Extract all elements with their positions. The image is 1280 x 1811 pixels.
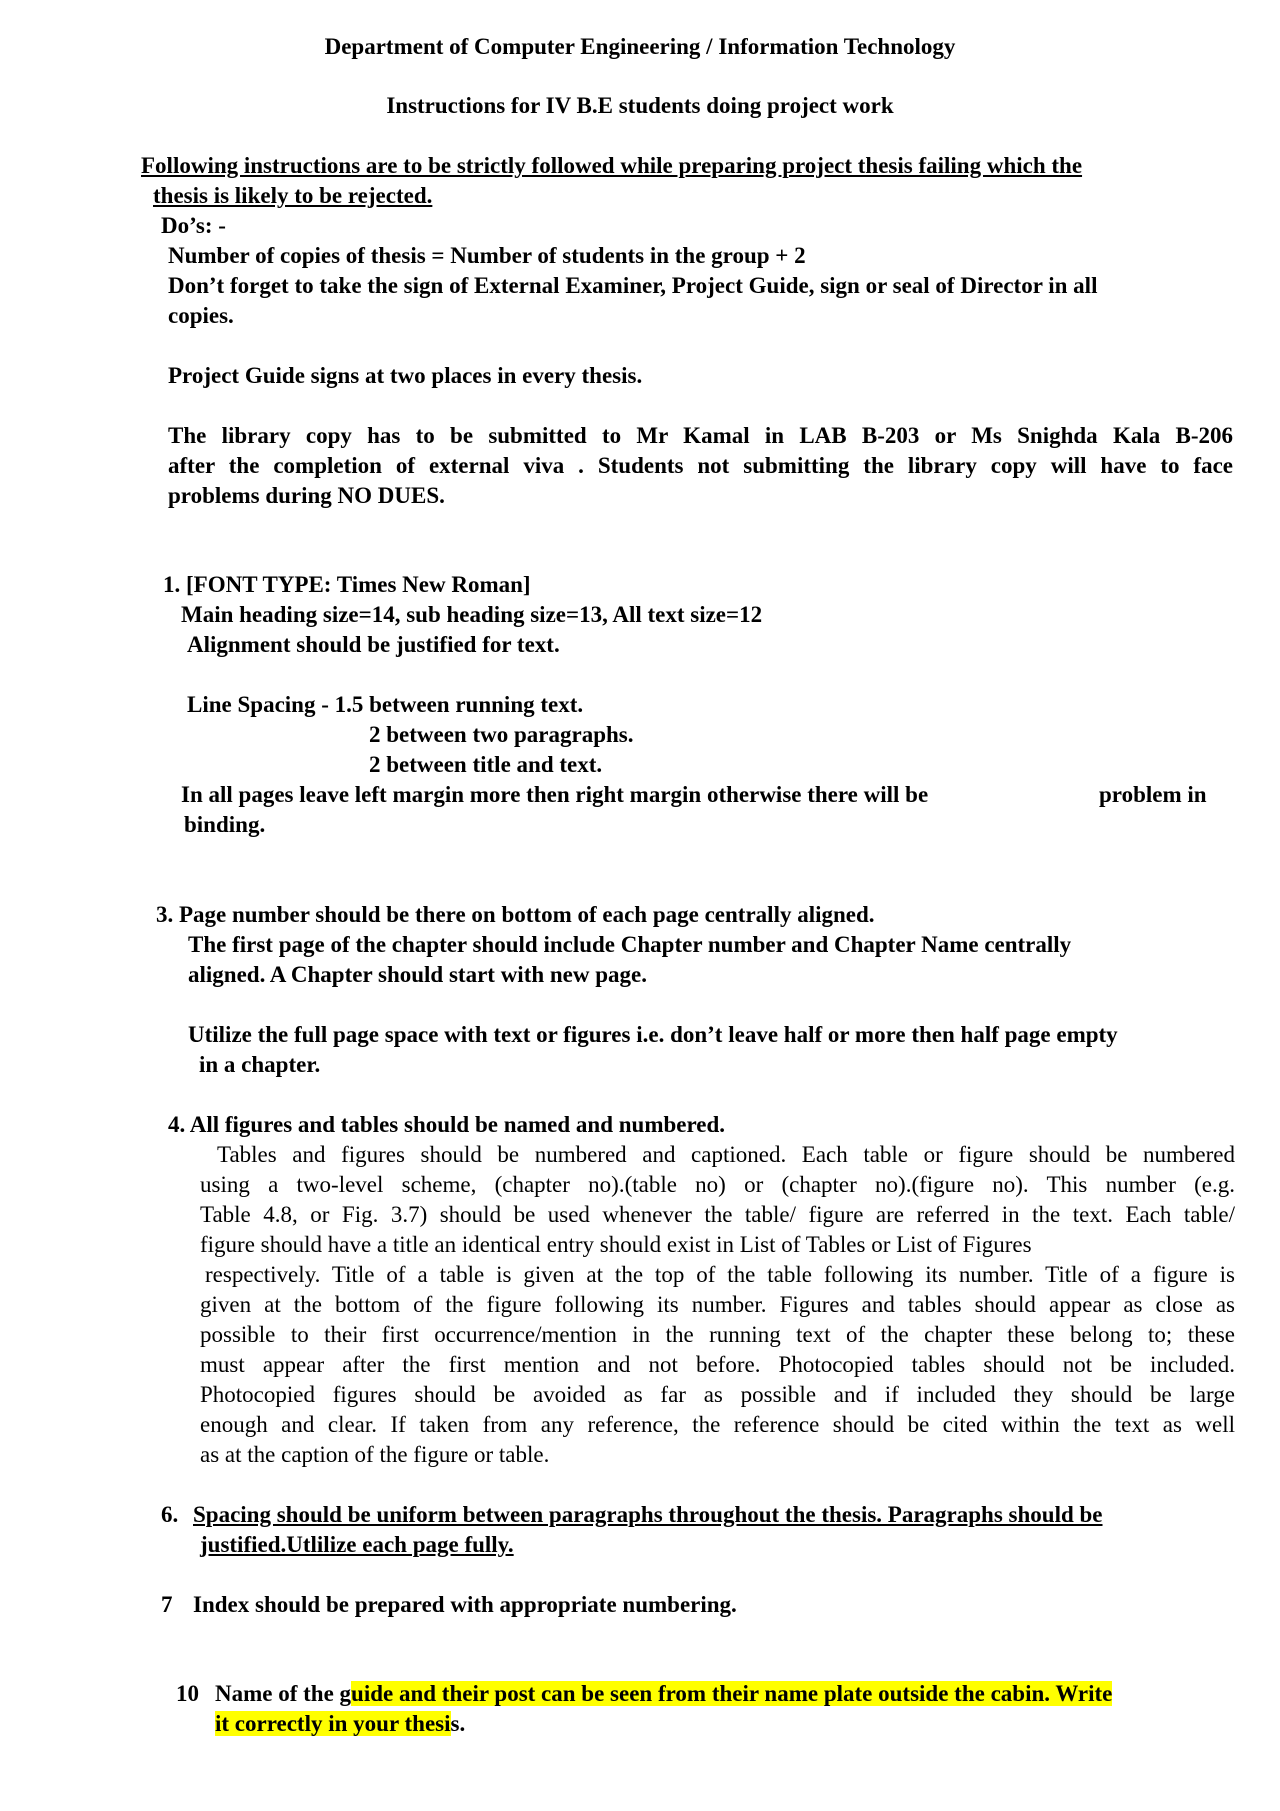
- figures-tables-line: must appear after the first mention and not before. Photocopied tables should not be included.: [200, 1352, 1235, 1377]
- copies-instruction: Number of copies of thesis = Number of students in the group + 2: [168, 243, 806, 268]
- figures-tables-heading: 4. All figures and tables should be named and numbered.: [168, 1112, 726, 1137]
- line-spacing-title: 2 between title and text.: [369, 752, 603, 777]
- library-line-2: after the completion of external viva . Students not submitting the library copy will have to face: [168, 453, 1233, 478]
- page-number-item: 3. Page number should be there on bottom of each page centrally aligned.: [156, 902, 875, 927]
- spacing-line-2: justified.Utlilize each page fully.: [200, 1532, 514, 1557]
- warning-line-2: thesis is likely to be rejected.: [153, 183, 433, 208]
- figures-tables-line: figure should have a title an identical entry should exist in List of Tables or List of Figures: [200, 1232, 1032, 1257]
- figures-tables-line: Table 4.8, or Fig. 3.7) should be used whenever the table/ figure are referred in the text. Each table/: [200, 1202, 1235, 1227]
- dos-heading: Do’s: -: [161, 213, 226, 238]
- guide-name-line-2: [215, 1709, 465, 1739]
- page-space-line-1: Utilize the full page space with text or figures i.e. don’t leave half or more then half page empty: [188, 1022, 1118, 1047]
- library-line-3: problems during NO DUES.: [168, 483, 445, 508]
- figures-tables-line: possible to their first occurrence/mention in the running text of the chapter these belong to; these: [200, 1322, 1235, 1347]
- margin-instruction-line-1: In all pages leave left margin more then right margin otherwise there will be: [181, 782, 929, 807]
- guide-name-line-2-highlight: it correctly in your thesi: [215, 1711, 451, 1736]
- department-heading: Department of Computer Engineering / Information Technology: [324, 34, 956, 59]
- warning-line-1: Following instructions are to be strictly followed while preparing project thesis failing which the: [141, 153, 1083, 178]
- figures-tables-line: using a two-level scheme, (chapter no).(table no) or (chapter no).(figure no). This number (e.g.: [200, 1172, 1235, 1197]
- figures-tables-line: given at the bottom of the figure following its number. Figures and tables should appear as close as: [200, 1292, 1235, 1317]
- guide-name-line-1-plain: Name of the g: [215, 1681, 352, 1706]
- sign-instruction-line-2: copies.: [168, 303, 234, 328]
- library-line-1: The library copy has to be submitted to Mr Kamal in LAB B-203 or Ms Snighda Kala B-206: [168, 423, 1233, 448]
- sign-instruction-line-1: Don’t forget to take the sign of External Examiner, Project Guide, sign or seal of Director in all: [168, 273, 1098, 298]
- guide-name-line-1-highlight: uide and their post can be seen from their name plate outside the cabin. Write: [351, 1681, 1113, 1706]
- index-item-number: 7: [161, 1592, 173, 1617]
- spacing-line-1: Spacing should be uniform between paragraphs throughout the thesis. Paragraphs should be: [193, 1502, 1103, 1527]
- font-type-item: 1. [FONT TYPE: Times New Roman]: [163, 572, 531, 597]
- instructions-subtitle: Instructions for IV B.E students doing project work: [386, 93, 894, 118]
- line-spacing-paragraphs: 2 between two paragraphs.: [369, 722, 634, 747]
- margin-instruction-line-2: binding.: [184, 812, 266, 837]
- guide-name-line-1: [215, 1679, 1112, 1709]
- guide-name-item-number: 10: [176, 1681, 199, 1706]
- line-spacing-running: Line Spacing - 1.5 between running text.: [187, 692, 584, 717]
- chapter-first-page-line-2: aligned. A Chapter should start with new page.: [188, 962, 648, 987]
- chapter-first-page-line-1: The first page of the chapter should include Chapter number and Chapter Name centrally: [188, 932, 1072, 957]
- figures-tables-line: enough and clear. If taken from any reference, the reference should be cited within the text as well: [200, 1412, 1235, 1437]
- guide-signs-instruction: Project Guide signs at two places in every thesis.: [168, 363, 643, 388]
- margin-instruction-line-1-end: problem in: [1099, 782, 1207, 807]
- page-space-line-2: in a chapter.: [199, 1052, 321, 1077]
- spacing-item-number: 6.: [161, 1502, 179, 1527]
- alignment-instruction: Alignment should be justified for text.: [187, 632, 560, 657]
- figures-tables-line: respectively. Title of a table is given at the top of the table following its number. Title of a figure is: [205, 1262, 1235, 1287]
- figures-tables-line: as at the caption of the figure or table.: [200, 1442, 550, 1467]
- heading-sizes: Main heading size=14, sub heading size=13, All text size=12: [181, 602, 763, 627]
- figures-tables-line: Photocopied figures should be avoided as far as possible and if included they should be large: [200, 1382, 1235, 1407]
- index-instruction: Index should be prepared with appropriate numbering.: [193, 1592, 737, 1617]
- guide-name-line-2-plain: s.: [450, 1711, 466, 1736]
- figures-tables-line: Tables and figures should be numbered and captioned. Each table or figure should be numbered: [217, 1142, 1235, 1167]
